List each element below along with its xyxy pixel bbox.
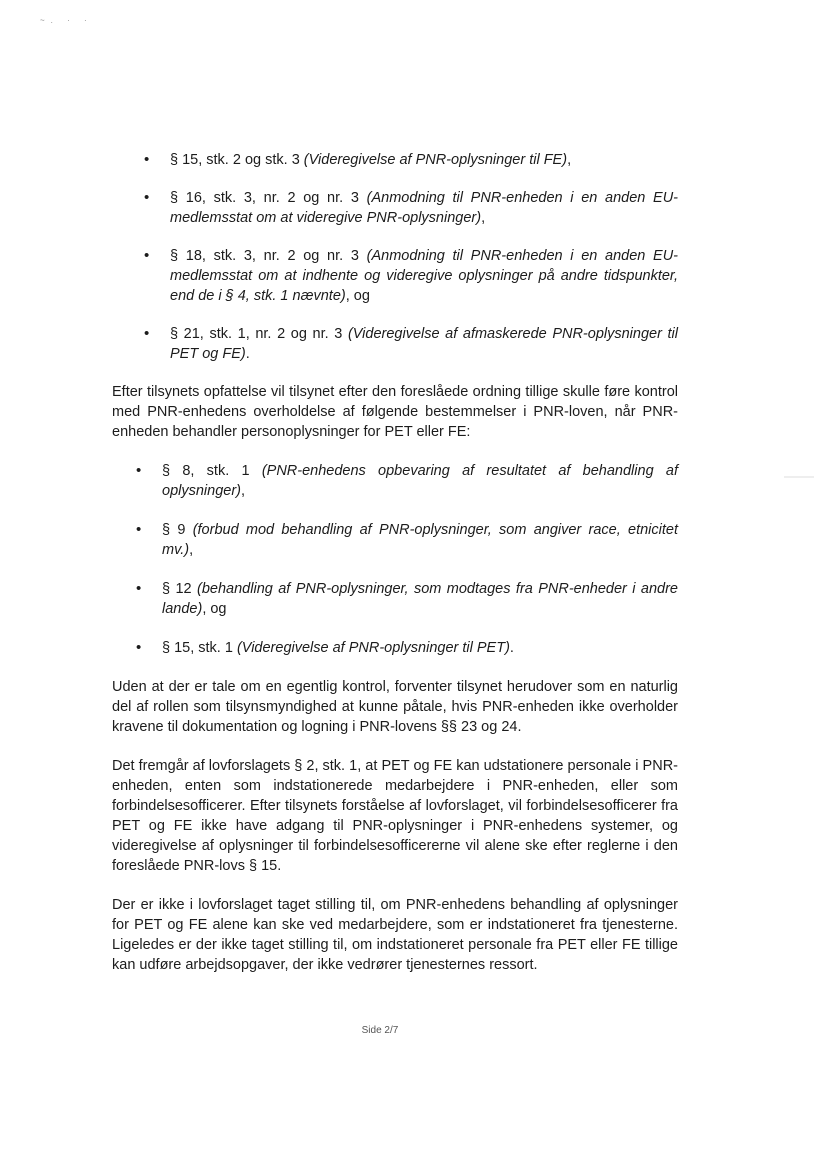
list-item: • § 16, stk. 3, nr. 2 og nr. 3 (Anmodning til PNR-enheden i en anden EU-medlemsstat om at videregive PNR-oplysninger), (144, 188, 678, 228)
page-number: Side 2/7 (361, 1025, 399, 1036)
bullet-list-provisions-2 (136, 461, 678, 658)
document-body (112, 150, 678, 994)
bullet-list-provisions-1 (144, 150, 678, 364)
list-item: • § 15, stk. 2 og stk. 3 (Videregivelse af PNR-oplysninger til FE), (144, 150, 678, 170)
paragraph: Uden at der er tale om en egentlig kontrol, forventer tilsynet herudover som en naturlig del af rollen som tilsynsmyndighed at kunne påtale, hvis PNR-enheden ikke overholder kravene til dokumentation og logning i PNR-lovens §§ 23 og 24. (112, 679, 678, 735)
list-item: • § 8, stk. 1 (PNR-enhedens opbevaring af resultatet af behandling af oplysninger), (136, 461, 678, 501)
scan-edge-mark (784, 476, 814, 478)
paragraph: Der er ikke i lovforslaget taget stilling til, om PNR-enhedens behandling af oplysninger for PET og FE alene kan ske ved medarbejdere, som er indstationeret fra tjenesterne. Ligeledes er der ikke taget stilling til, om indstationeret personale fra PET eller FE tillige kan udføre arbejdsopgaver, der ikke vedrører tjenesternes ressort. (112, 897, 678, 973)
list-item: • § 12 (behandling af PNR-oplysninger, som modtages fra PNR-enheder i andre lande), og (136, 579, 678, 619)
paragraph: Det fremgår af lovforslagets § 2, stk. 1, at PET og FE kan udstationere personale i PNR-enheden, enten som indstationerede medarbejdere i PNR-enheden, eller som forbindelsesofficerer. Efter tilsynets forståelse af lovforslaget, vil forbindelsesofficerer fra PET og FE ikke have adgang til PNR-oplysninger i PNR-enhedens systemer, og videregivelse af oplysninger til forbindelsesofficererne vil alene ske efter reglerne i den foreslåede PNR-lovs § 15. (112, 758, 678, 874)
list-item: • § 9 (forbud mod behandling af PNR-oplysninger, som angiver race, etnicitet mv.), (136, 520, 678, 560)
list-item: • § 21, stk. 1, nr. 2 og nr. 3 (Videregivelse af afmaskerede PNR-oplysninger til PET og FE). (144, 324, 678, 364)
paragraph: Efter tilsynets opfattelse vil tilsynet efter den foreslåede ordning tillige skulle føre kontrol med PNR-enhedens overholdelse af følgende bestemmelser i PNR-loven, når PNR-enheden behandler personoplysninger for PET eller FE: (112, 384, 678, 440)
scan-artifact: ~. · · (40, 16, 93, 25)
list-item: • § 15, stk. 1 (Videregivelse af PNR-oplysninger til PET). (136, 638, 678, 658)
list-item: • § 18, stk. 3, nr. 2 og nr. 3 (Anmodning til PNR-enheden i en anden EU-medlemsstat om at indhente og videregive oplysninger på andre tidspunkter, end de i § 4, stk. 1 nævnte), og (144, 246, 678, 306)
